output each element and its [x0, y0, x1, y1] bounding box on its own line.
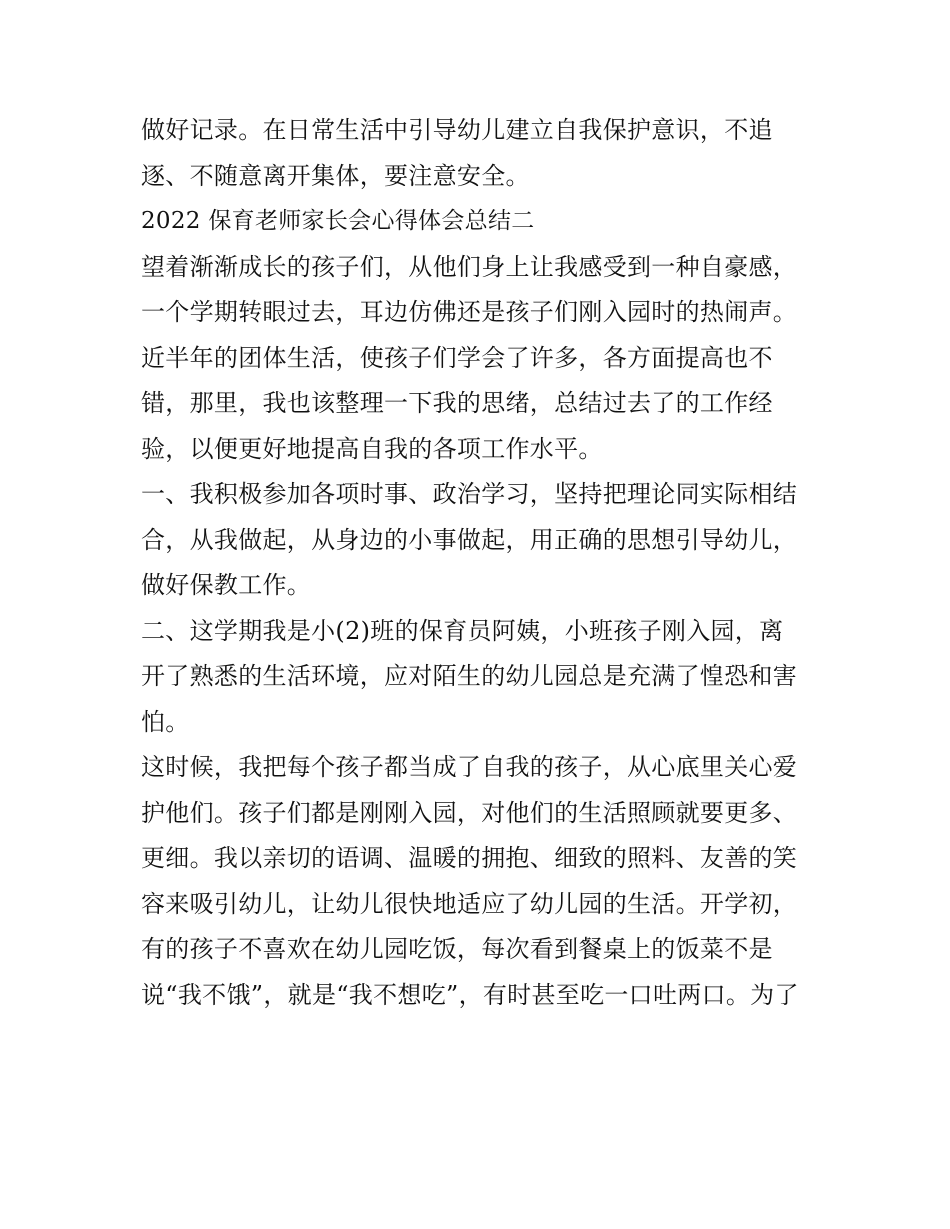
text-line: 望着渐渐成长的孩子们，从他们身上让我感受到一种自豪感， — [141, 252, 798, 281]
text-line: 这时候，我把每个孩子都当成了自我的孩子，从心底里关心爱 — [141, 753, 798, 781]
text-line: 护他们。孩子们都是刚刚入园，对他们的生活照顾就要更多、 — [141, 798, 798, 827]
text-line: 怕。 — [141, 707, 190, 736]
text-line: 开了熟悉的生活环境，应对陌生的幼儿园总是充满了惶恐和害 — [141, 662, 798, 690]
text-line: 有的孩子不喜欢在幼儿园吃饭，每次看到餐桌上的饭菜不是 — [141, 935, 773, 963]
text-line: 逐、不随意离开集体，要注意安全。 — [141, 161, 530, 190]
text-line: 做好保教工作。 — [141, 571, 312, 599]
text-line: 一个学期转眼过去，耳边仿佛还是孩子们刚入园时的热闹声。 — [141, 298, 798, 326]
text-line: 容来吸引幼儿，让幼儿很快地适应了幼儿园的生活。开学初， — [141, 889, 798, 918]
text-line: 一、我积极参加各项时事、政治学习，坚持把理论同实际相结 — [141, 480, 798, 508]
text-line: 错，那里，我也该整理一下我的思绪，总结过去了的工作经 — [141, 389, 773, 417]
document-body — [141, 108, 821, 1018]
text-line: 二、这学期我是小(2)班的保育员阿姨，小班孩子刚入园，离 — [141, 616, 784, 645]
text-line: 近半年的团体生活，使孩子们学会了许多，各方面提高也不 — [141, 343, 773, 372]
text-line: 合，从我做起，从身边的小事做起，用正确的思想引导幼儿， — [141, 525, 798, 554]
text-line: 说“我不饿”，就是“我不想吃”，有时甚至吃一口吐两口。为了 — [141, 980, 799, 1009]
section-heading: 2022 保育老师家长会心得体会总结二 — [141, 208, 535, 234]
text-line: 更细。我以亲切的语调、温暖的拥抱、细致的照料、友善的笑 — [141, 844, 798, 872]
text-line: 验，以便更好地提高自我的各项工作水平。 — [141, 434, 603, 463]
text-line: 做好记录。在日常生活中引导幼儿建立自我保护意识，不追 — [141, 116, 773, 144]
